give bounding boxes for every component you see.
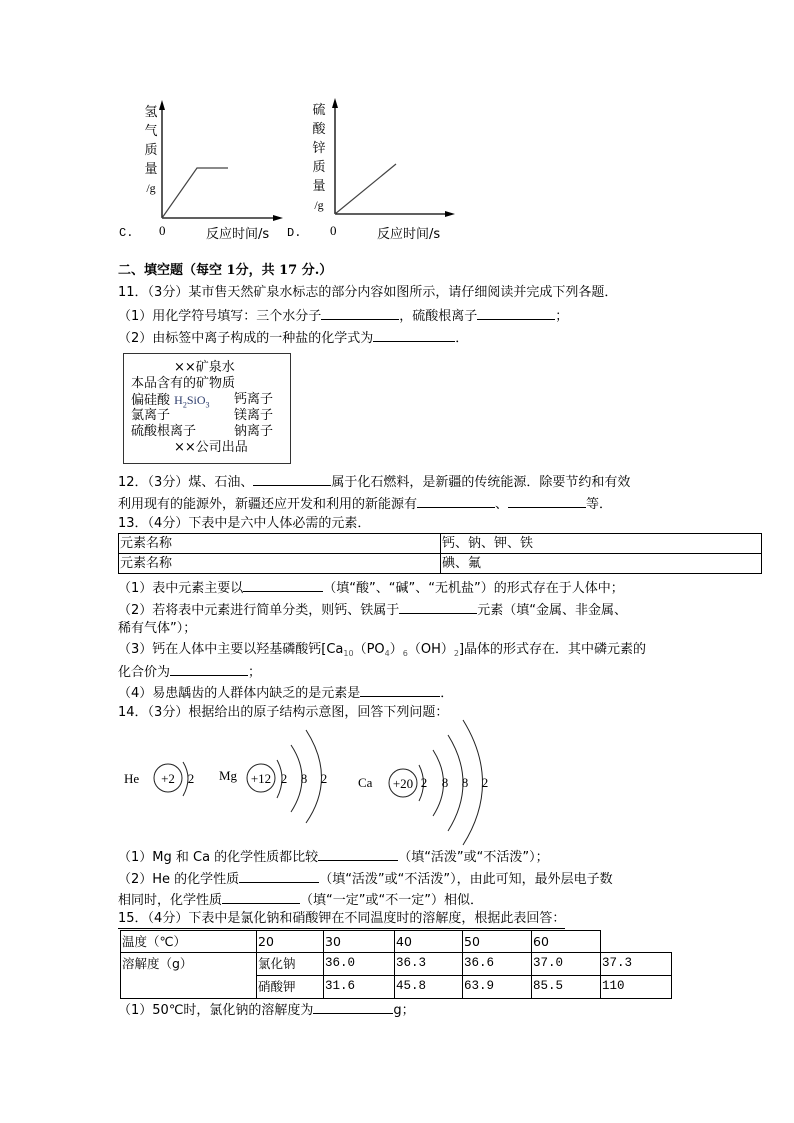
q15-stem: 15．（4分）下表中是氯化钠和硝酸钾在不同温度时的溶解度，根据此表回答： [118,910,565,929]
he-shell-1: 2 [187,771,195,786]
q14-answer-blank-he[interactable] [239,869,319,883]
q12-answer-blank-fossil[interactable] [253,472,331,486]
q14-part2: （2）He 的化学性质 （填“活泼”或“不活泼”），由此可知，最外层电子数 [118,869,613,889]
table-cell: 40 [394,930,463,953]
graph-d-ylabel: 硫 酸 锌 质 量 /g [312,103,326,212]
q13-part2-cont: 稀有气体”）； [118,621,197,636]
q14-part2-cont: 相同时，化学性质 （填“一定”或“不一定”）相似． [118,890,483,910]
graph-d-xlabel: 反应时间/s [377,227,441,242]
q12-line1: 12．（3分）煤、石油、 属于化石燃料，是新疆的传统能源．除要节约和有效 [118,472,630,492]
q13-stem: 13．（4分）下表中是六中人体必需的元素． [118,516,371,531]
table-cell: 37.3 [600,952,672,976]
graph-c-axes [0,0,794,260]
atomic-structure-diagrams [0,700,794,850]
graph-c-ylabel: 氢 气 质 量 /g [144,105,158,195]
table-cell: 36.6 [462,952,532,976]
q11-part2: （2）由标签中离子构成的一种盐的化学式为 ． [118,328,468,348]
ca-symbol: Ca [358,775,373,790]
q13-answer-blank-category[interactable] [399,600,477,614]
q13-part2: （2）若将表中元素进行简单分类，则钙、铁属于 元素（填“金属、非金属、 [118,600,627,620]
table-cell: 50 [462,930,532,953]
table-row: 元素名称 钙、钠、钾、铁 [119,534,762,554]
table-cell: 63.9 [462,975,532,999]
q11-answer-blank-salt[interactable] [373,328,455,342]
table-cell: 氯化钠 [256,952,324,976]
label-footer: ××公司出品 [174,440,248,455]
table-cell: 37.0 [531,952,601,976]
mg-nucleus: +12 [250,771,272,786]
ca-shell-2: 8 [441,775,449,790]
ca-shell-1: 2 [420,775,428,790]
graph-c-origin: 0 [159,223,166,238]
q13-part1: （1）表中元素主要以 （填“酸”、“碱”、“无机盐”）的形式存在于人体中； [118,578,624,598]
q14-answer-blank-reactivity[interactable] [318,847,398,861]
ca-nucleus: +20 [392,776,414,791]
elements-table [118,533,762,574]
table-cell: 36.3 [394,952,463,976]
he-symbol: He [124,771,140,786]
q13-answer-blank-valence[interactable] [170,662,248,676]
q11-answer-blank-sulfate[interactable] [477,306,555,320]
q12-answer-blank-energy2[interactable] [508,494,586,508]
q11-answer-blank-water[interactable] [321,306,399,320]
q13-answer-blank-form[interactable] [243,578,323,592]
graph-c-xlabel: 反应时间/s [206,227,270,242]
he-nucleus: +2 [161,771,175,786]
table-row: 元素名称 碘、氟 [119,554,762,574]
option-c-letter: C. [119,226,134,240]
q13-part4: （4）易患龋齿的人群体内缺乏的是元素是 ． [118,683,453,703]
table-cell: 溶解度（g） [120,952,257,999]
q13-part3-cont: 化合价为 ； [118,662,261,682]
ca-shell-3: 8 [461,775,469,790]
table-cell: 85.5 [531,975,601,999]
q12-line2: 利用现有的能源外，新疆还应开发和利用的新能源有 、 等． [118,494,612,514]
q14-part1: （1）Mg 和 Ca 的化学性质都比较 （填“活泼”或“不活泼”）； [118,847,549,867]
q15-answer-blank-solubility[interactable] [313,1000,393,1014]
mg-shell-2: 8 [300,771,308,786]
table-cell: 硝酸钾 [256,975,324,999]
label-subtitle: 本品含有的矿物质 [131,376,236,391]
label-row2-right: 镁离子 [234,408,274,423]
mg-shell-1: 2 [280,771,288,786]
mg-shell-3: 2 [320,771,328,786]
graph-d-origin: 0 [330,223,337,238]
q11-part1: （1）用化学符号填写：三个水分子 ，硫酸根离子 ； [118,306,568,326]
q14-stem: 14．（3分）根据给出的原子结构示意图，回答下列问题： [118,705,449,720]
mg-symbol: Mg [219,768,238,783]
section-heading: 二、填空题（每空 1分，共 17 分.） [118,263,333,278]
q15-part1: （1）50℃时，氯化钠的溶解度为 g； [118,1000,415,1020]
label-row3-left: 硫酸根离子 [131,424,197,439]
q13-answer-blank-element[interactable] [360,683,440,697]
table-cell: 45.8 [394,975,463,999]
table-cell: 36.0 [323,952,395,976]
label-title: ××矿泉水 [174,360,235,375]
q14-answer-blank-similar[interactable] [222,890,300,904]
table-cell: 温度（℃） [120,930,257,953]
mineral-water-label [123,353,291,464]
option-d-letter: D. [287,226,302,240]
q11-stem: 11．（3分）某市售天然矿泉水标志的部分内容如图所示，请仔细阅读并完成下列各题． [118,285,618,300]
table-cell: 20 [256,930,324,953]
q13-part3: （3）钙在人体中主要以羟基磷酸钙$[Ca_{10}(PO_4)_6(OH)_2]$晶体的形式存在．其中磷元素的 [118,642,647,658]
table-cell: 110 [600,975,672,999]
table-cell: 30 [323,930,395,953]
label-row2-left: 氯离子 [131,408,171,423]
table-cell: 31.6 [323,975,395,999]
label-row1-right: 钙离子 [234,392,274,407]
label-row1-left: 偏硅酸 $H_2SiO_3$ [131,393,210,410]
table-cell: 60 [531,930,601,953]
ca-shell-4: 2 [481,775,489,790]
q12-answer-blank-energy1[interactable] [417,494,495,508]
label-row3-right: 钠离子 [234,424,274,439]
